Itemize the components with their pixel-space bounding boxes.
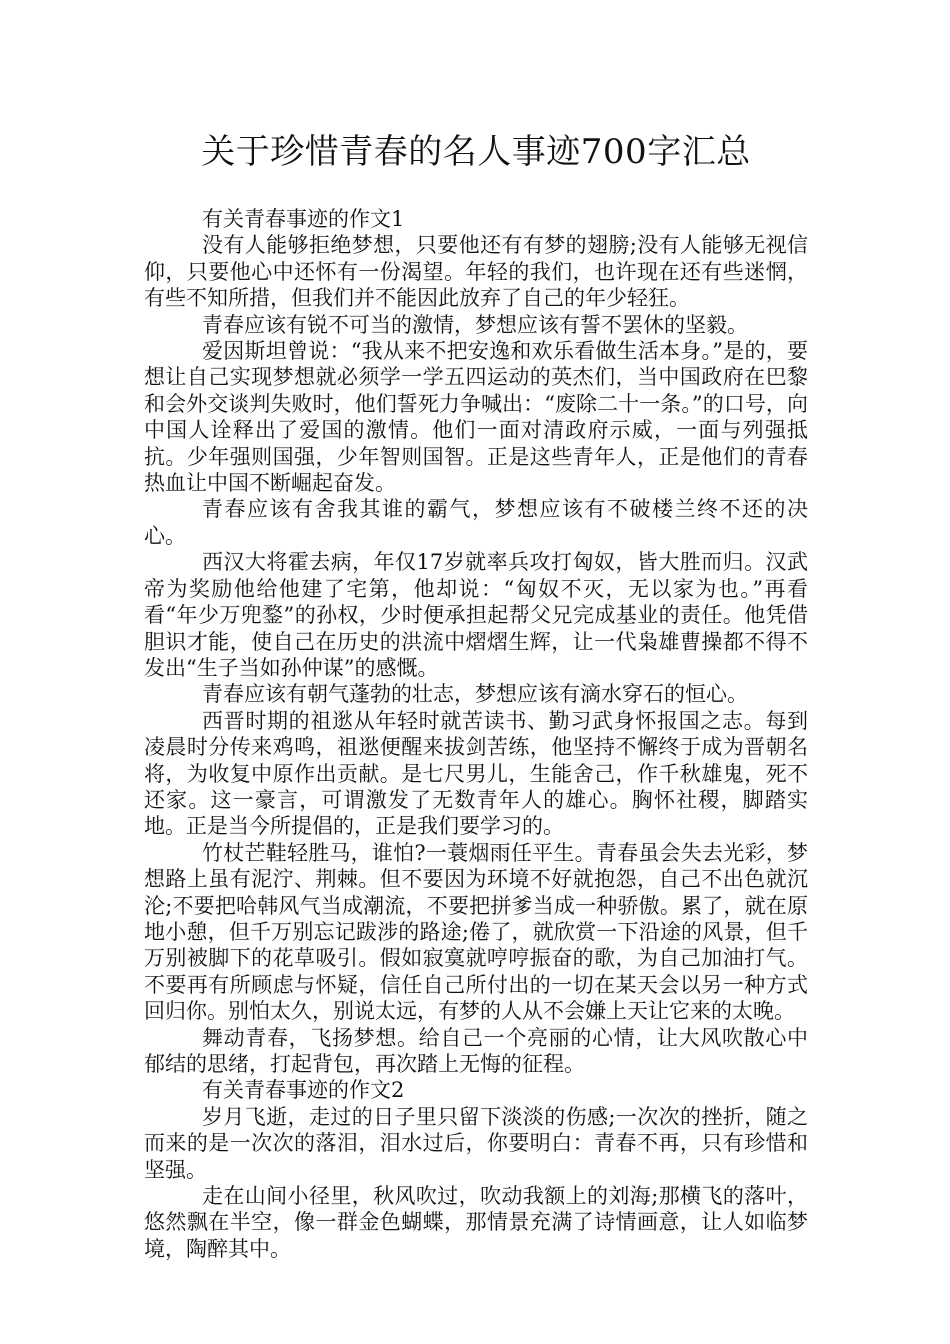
paragraph: 走在山间小径里，秋风吹过，吹动我额上的刘海;那横飞的落叶，悠然飘在半空，像一群金色蝴蝶，那情景充满了诗情画意，让人如临梦境，陶醉其中。 [144,1184,808,1261]
paragraph: 岁月飞逝，走过的日子里只留下淡淡的伤感;一次次的挫折，随之而来的是一次次的落泪，泪水过后，你要明白：青春不再，只有珍惜和坚强。 [144,1104,808,1182]
paragraph: 青春应该有舍我其谁的霸气，梦想应该有不破楼兰终不还的决心。 [144,497,808,548]
paragraph: 竹杖芒鞋轻胜马，谁怕?一蓑烟雨任平生。青春虽会失去光彩，梦想路上虽有泥泞、荆棘。但不要因为环境不好就抱怨，自己不出色就沉沦;不要把哈韩风气当成潮流，不要把拼爹当成一种骄傲。累了，就在原地小憩，但千万别忘记跋涉的路途;倦了，就欣赏一下沿途的风景，但千万别被脚下的花草吸引。假如寂寞就哼哼振奋的歌，为自己加油打气。不要再有所顾虑与怀疑，信任自己所付出的一切在某天会以另一种方式回归你。别怕太久，别说太远，有梦的人从不会嫌上天让它来的太晚。 [144,840,808,1024]
paragraph: 没有人能够拒绝梦想，只要他还有有梦的翅膀;没有人能够无视信仰，只要他心中还怀有一份渴望。年轻的我们，也许现在还有些迷惘，有些不知所措，但我们并不能因此放弃了自己的年少轻狂。 [144,233,808,311]
document-page [144,120,808,1262]
paragraph: 舞动青春，飞扬梦想。给自己一个亮丽的心情，让大风吹散心中郁结的思绪，打起背包，再次踏上无悔的征程。 [144,1025,808,1076]
paragraph: 爱因斯坦曾说：“我从来不把安逸和欢乐看做生活本身。”是的，要想让自己实现梦想就必须学一学五四运动的英杰们，当中国政府在巴黎和会外交谈判失败时，他们誓死力争喊出：“废除二十一条。”的口号，向中国人诠释出了爱国的激情。他们一面对清政府示威，一面与列强抵抗。少年强则国强，少年智则国智。正是这些青年人，正是他们的青春热血让中国不断崛起奋发。 [144,339,808,496]
section-heading-1: 有关青春事迹的作文1 [202,207,405,231]
paragraph: 西汉大将霍去病，年仅17岁就率兵攻打匈奴，皆大胜而归。汉武帝为奖励他给他建了宅第，他却说：“匈奴不灭，无以家为也。”再看看“年少万兜鍪”的孙权，少时便承担起帮父兄完成基业的责任。他凭借胆识才能，使自己在历史的洪流中熠熠生辉，让一代枭雄曹操都不得不发出“生子当如孙仲谋”的感慨。 [144,550,808,680]
section-heading-2: 有关青春事迹的作文2 [202,1078,405,1103]
paragraph: 青春应该有朝气蓬勃的壮志，梦想应该有滴水穿石的恒心。 [202,682,748,707]
document-title: 关于珍惜青春的名人事迹700字汇总 [201,132,751,172]
paragraph: 西晋时期的祖逖从年轻时就苦读书、勤习武身怀报国之志。每到凌晨时分传来鸡鸣，祖逖便醒来拔剑苦练，他坚持不懈终于成为晋朝名将，为收复中原作出贡献。是七尺男儿，生能舍己，作千秋雄鬼，死不还家。这一豪言，可谓激发了无数青年人的雄心。胸怀社稷，脚踏实地。正是当今所提倡的，正是我们要学习的。 [144,708,808,839]
paragraph: 青春应该有锐不可当的激情，梦想应该有誓不罢休的坚毅。 [202,312,748,337]
